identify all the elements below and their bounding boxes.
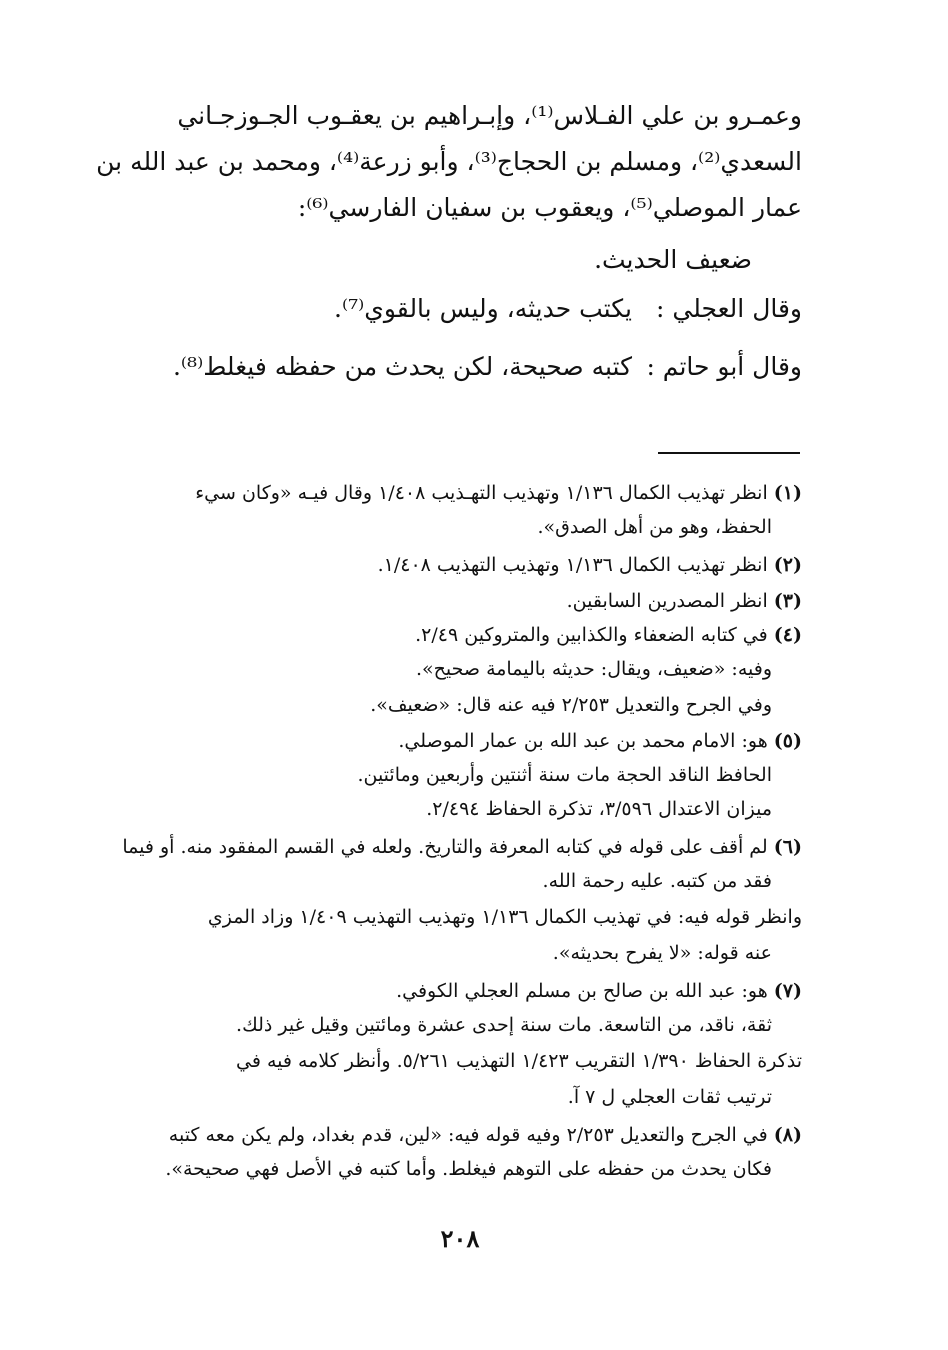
footnote-line	[102, 726, 802, 756]
footnote-line	[102, 654, 772, 684]
quote-label: وقال أبو حاتم :	[646, 352, 802, 381]
footnote-line	[102, 1046, 802, 1076]
footnote-line	[102, 794, 772, 824]
footnote-number: (٣)	[773, 590, 802, 612]
footnote-text: في كتابه الضعفاء والكذابين والمتروكين ٢/٤٩.	[415, 624, 768, 646]
footnote-text: ثقة، ناقد، من التاسعة. مات سنة إحدى عشرة ومائتين وقيل غير ذلك.	[236, 1014, 772, 1036]
verdict-line: ضعيف الحديث.	[594, 245, 752, 274]
footnote-line	[102, 866, 772, 896]
footnote-text: عنه قوله: «لا يفرح بحديثه».	[552, 942, 772, 964]
footnote-line	[102, 938, 772, 968]
quote-text: كتبه صحيحة، لكن يحدث من حفظه فيغلط⁽⁸⁾.	[172, 352, 632, 381]
footnote-text: ميزان الاعتدال ٣/٥٩٦، تذكرة الحفاظ ٢/٤٩٤.	[426, 798, 772, 820]
footnote-text: وانظر قوله فيه: في تهذيب الكمال ١/١٣٦ وتهذيب التهذيب ١/٤٠٩ وزاد المزي	[207, 906, 802, 928]
footnote-text: هو: الامام محمد بن عبد الله بن عمار الموصلي.	[398, 730, 768, 752]
footnote-text: لم أقف على قوله في كتابه المعرفة والتاريخ. ولعله في القسم المفقود منه. أو فيما	[122, 836, 768, 858]
footnote-text: تذكرة الحفاظ ١/٣٩٠ التقريب ١/٤٢٣ التهذيب ٥/٢٦١. وأنظر كلامه فيه في	[235, 1050, 802, 1072]
quote-row-ijli	[102, 294, 802, 334]
footnote-line	[102, 1010, 772, 1040]
footnote-number: (٥)	[773, 730, 802, 752]
footnote-text: انظر تهذيب الكمال ١/١٣٦ وتهذيب التهـذيب ١/٤٠٨ وقال فيـه «وكان سيء	[195, 482, 768, 504]
quote-label: وقال العجلي :	[656, 294, 802, 323]
footnote-text: الحافظ الناقد الحجة مات سنة أثنتين وأربعين ومائتين.	[357, 764, 772, 786]
footnote-line	[102, 976, 802, 1006]
footnote-line	[102, 550, 802, 580]
footnote-line	[102, 1120, 802, 1150]
footnote-text: انظر تهذيب الكمال ١/١٣٦ وتهذيب التهذيب ١/٤٠٨.	[377, 554, 768, 576]
page-number: ٢٠٨	[440, 1224, 480, 1253]
footnote-text: الحفظ، وهو من أهل الصدق».	[537, 516, 772, 538]
footnote-text: وفيه: «ضعيف، ويقال: حديثه باليمامة صحيح».	[415, 658, 772, 680]
footnote-line	[102, 1082, 772, 1112]
footnote-line	[102, 690, 772, 720]
footnote-line	[102, 512, 772, 542]
footnote-number: (٨)	[773, 1124, 802, 1146]
footnote-line	[102, 760, 772, 790]
footnote-number: (٧)	[773, 980, 802, 1002]
footnote-line	[102, 1154, 772, 1184]
footnote-number: (١)	[773, 482, 802, 504]
footnote-text: في الجرح والتعديل ٢/٢٥٣ وفيه قوله فيه: «لين، قدم بغداد، ولم يكن معه كتبه	[168, 1124, 768, 1146]
footnote-text: وفي الجرح والتعديل ٢/٢٥٣ فيه عنه قال: «ضعيف».	[370, 694, 772, 716]
footnote-number: (٤)	[773, 624, 802, 646]
footnote-line	[102, 586, 802, 616]
quote-row-abu-hatim	[102, 352, 802, 392]
footnote-separator	[658, 452, 800, 454]
main-text-line-2: السعدي⁽²⁾، ومسلم بن الحجاج⁽³⁾، وأبو زرعة⁽⁴⁾، ومحمد بن عبد الله بن	[96, 147, 802, 176]
footnote-line	[102, 902, 802, 932]
footnote-number: (٢)	[773, 554, 802, 576]
footnote-line	[102, 620, 802, 650]
footnote-text: فكان يحدث من حفظه على التوهم فيغلط. وأما كتبه في الأصل فهي صحيحة».	[165, 1158, 772, 1180]
footnote-text: فقد من كتبه. عليه رحمة الله.	[542, 870, 772, 892]
main-text-line-1: وعمـرو بن علي الفـلاس⁽¹⁾، وإبـراهيم بن يعقـوب الجـوزجـاني	[177, 101, 802, 130]
footnote-text: انظر المصدرين السابقين.	[566, 590, 768, 612]
quote-text: يكتب حديثه، وليس بالقوي⁽⁷⁾.	[334, 294, 632, 323]
footnote-line	[102, 832, 802, 862]
footnote-line	[102, 478, 802, 508]
footnote-text: هو: عبد الله بن صالح بن مسلم العجلي الكوفي.	[396, 980, 768, 1002]
footnote-number: (٦)	[773, 836, 802, 858]
main-text-line-3: عمار الموصلي⁽⁵⁾، ويعقوب بن سفيان الفارسي⁽⁶⁾:	[297, 193, 802, 222]
footnote-text: ترتيب ثقات العجلي ل ٧ آ.	[567, 1086, 772, 1108]
